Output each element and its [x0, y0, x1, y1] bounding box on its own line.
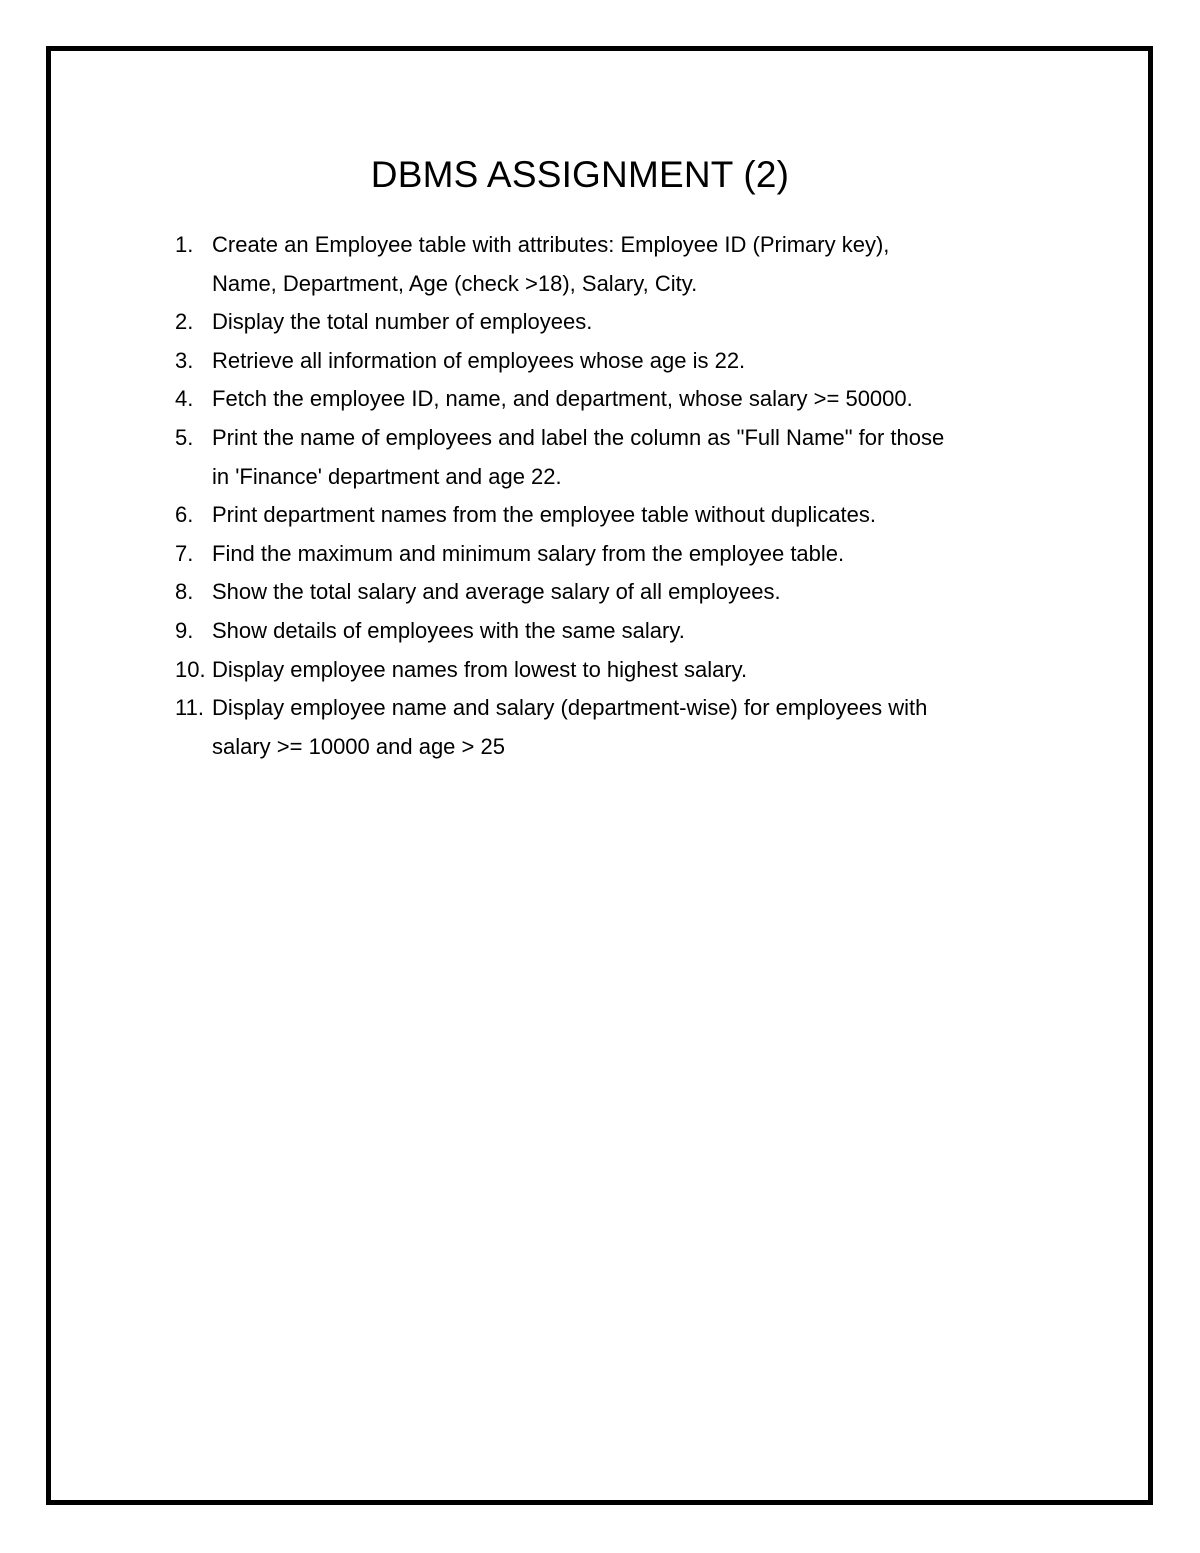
- item-number: 10.: [175, 656, 206, 682]
- item-number: 2.: [175, 309, 194, 335]
- list-item: [175, 573, 1075, 612]
- list-item: [175, 380, 1075, 419]
- item-text: Show details of employees with the same salary.: [212, 617, 685, 643]
- list-item: [175, 496, 1075, 535]
- list-item: [175, 303, 1075, 342]
- item-number: 9.: [175, 617, 194, 643]
- item-text: Display employee name and salary (department-wise) for employees with: [212, 695, 928, 721]
- list-item: [175, 689, 1075, 766]
- item-text: Retrieve all information of employees whose age is 22.: [212, 347, 746, 373]
- item-number: 6.: [175, 502, 194, 528]
- task-list: [175, 226, 1075, 766]
- page-title: DBMS ASSIGNMENT (2): [370, 154, 790, 195]
- item-number: 11.: [175, 695, 204, 721]
- item-text: Print department names from the employee table without duplicates.: [212, 502, 877, 528]
- item-number: 7.: [175, 540, 194, 566]
- item-text: Display employee names from lowest to highest salary.: [212, 656, 748, 682]
- item-text: Name, Department, Age (check >18), Salary, City.: [212, 270, 698, 296]
- item-text: Fetch the employee ID, name, and department, whose salary >= 50000.: [212, 386, 913, 412]
- list-item: [175, 651, 1075, 690]
- item-text: in 'Finance' department and age 22.: [212, 463, 562, 489]
- item-number: 8.: [175, 579, 194, 605]
- item-text: Show the total salary and average salary of all employees.: [212, 579, 781, 605]
- item-number: 3.: [175, 347, 194, 373]
- item-text: Print the name of employees and label the column as "Full Name" for those: [212, 424, 945, 450]
- item-text: Find the maximum and minimum salary from the employee table.: [212, 540, 845, 566]
- item-number: 1.: [175, 232, 194, 257]
- item-number: 5.: [175, 424, 194, 450]
- list-item: [175, 342, 1075, 381]
- list-item: [175, 612, 1075, 651]
- item-number: 4.: [175, 386, 194, 412]
- item-text: salary >= 10000 and age > 25: [212, 733, 505, 759]
- list-item: [175, 419, 1075, 496]
- list-item: [175, 535, 1075, 574]
- item-text: Create an Employee table with attributes: Employee ID (Primary key),: [212, 232, 890, 257]
- list-item: [175, 226, 1075, 303]
- item-text: Display the total number of employees.: [212, 309, 593, 335]
